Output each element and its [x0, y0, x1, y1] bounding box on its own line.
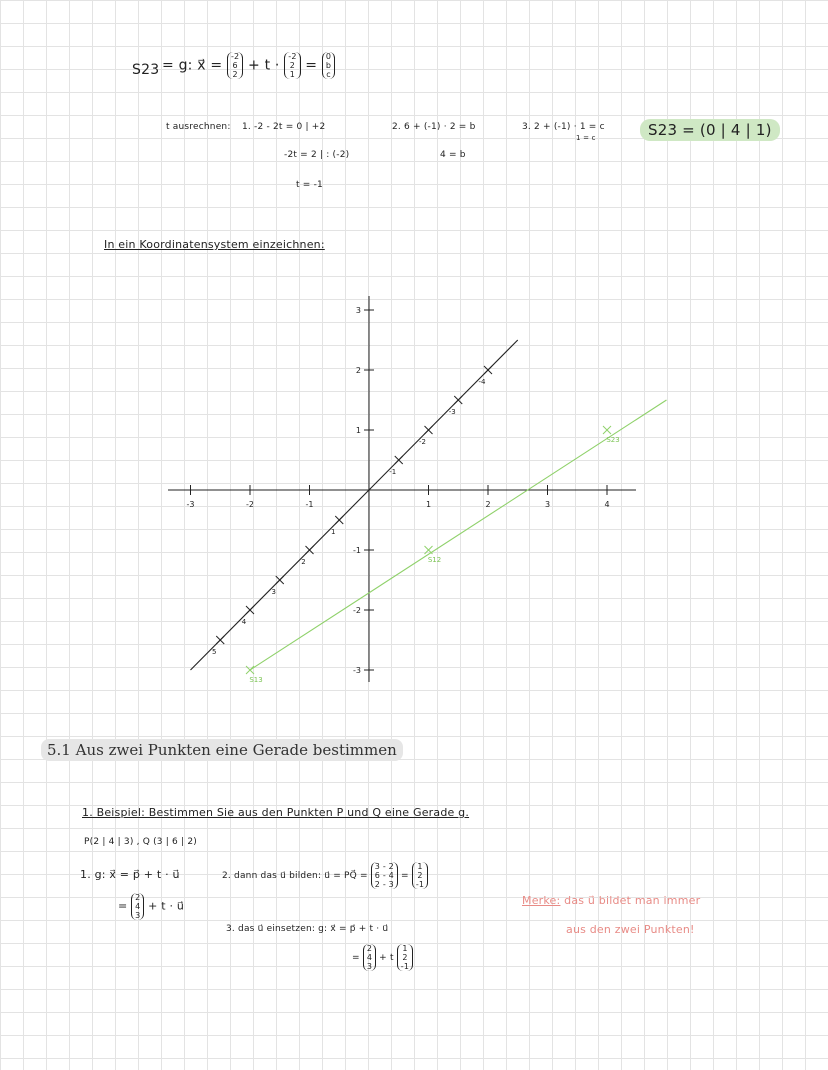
x-tick-label: 1 [425, 500, 432, 509]
fp-2: 4 [366, 953, 373, 962]
vec-b-1: -2 [288, 52, 297, 61]
x-tick-label: -2 [246, 500, 254, 509]
vec-a-2: 6 [232, 61, 238, 70]
vec-b-3: 1 [289, 70, 296, 79]
vec-a-1: -2 [230, 52, 240, 61]
point-label: 3 [271, 588, 276, 596]
y-tick-label: 2 [355, 366, 361, 375]
p-2: 4 [135, 902, 141, 911]
vec-c-2: b [325, 61, 332, 70]
pq-1: 3 - 2 [374, 862, 394, 871]
u-3: -1 [415, 880, 425, 889]
y-tick-label: 1 [355, 426, 361, 435]
t-label: t ausrechnen: [166, 122, 231, 132]
final-p-vector [363, 944, 376, 971]
pq-vector [371, 862, 398, 889]
result-highlight: S23 = (0 | 4 | 1) [640, 119, 780, 141]
step1c: t = -1 [296, 180, 323, 190]
y-tick-label: -3 [353, 666, 361, 675]
note-text-1: das u⃗ bildet man immer [564, 894, 701, 907]
p-3: 3 [135, 911, 141, 920]
y-tick-label: 3 [355, 306, 361, 315]
u-2: 2 [417, 871, 423, 880]
eq-sign-3: = [352, 953, 360, 963]
section-title: 5.1 Aus zwei Punkten eine Gerade bestimmen [41, 739, 403, 761]
vec-a-3: 2 [232, 70, 238, 79]
fu-2: 2 [402, 953, 408, 962]
x-tick-label: 2 [485, 500, 491, 509]
coord-heading: In ein Koordinatensystem einzeichnen: [104, 238, 325, 251]
example-step1: 1. g: x⃗ = p⃗ + t · u⃗ [80, 868, 180, 881]
step3: 3. 2 + (-1) · 1 = c [522, 122, 605, 132]
step2: 2. 6 + (-1) · 2 = b [392, 122, 476, 132]
point-label: -1 [389, 468, 397, 476]
example-title [82, 806, 469, 819]
point-label: 4 [241, 618, 247, 626]
step2-text: 2. dann das u⃗ bilden: u⃗ = PQ⃗ = [222, 871, 368, 881]
point-label: 2 [301, 558, 306, 566]
point-label: -3 [448, 408, 456, 416]
plus-t-2: + t [379, 953, 394, 963]
fp-3: 3 [366, 962, 373, 971]
vec-b-2: 2 [289, 61, 296, 70]
p-vector [131, 893, 144, 920]
s23-label: S23 [132, 62, 160, 78]
point-label: 5 [212, 648, 217, 656]
fu-3: -1 [400, 962, 410, 971]
y-tick-label: -1 [353, 546, 361, 555]
series-line [191, 340, 518, 670]
point-label: -4 [478, 378, 486, 386]
step1b-tail: + t · u⃗ [148, 899, 185, 913]
final-u-vector [397, 944, 413, 971]
pq-2: 6 - 4 [374, 871, 394, 880]
example-step1b [118, 893, 184, 920]
vec-c-1: 0 [325, 52, 332, 61]
y-tick-label: -2 [353, 606, 361, 615]
x-tick-label: -1 [305, 500, 314, 509]
point-label: 1 [331, 528, 336, 536]
plus-t: + t · [248, 57, 280, 74]
fp-1: 2 [366, 944, 373, 953]
step3b: 1 = c [576, 134, 596, 142]
step1: 1. -2 - 2t = 0 | +2 [242, 122, 326, 132]
example-step2 [222, 862, 428, 889]
note-line1 [522, 894, 700, 907]
point-label: -2 [419, 438, 426, 446]
point-label: S13 [249, 676, 263, 684]
equals-sign: = [305, 57, 318, 74]
note-line2: aus den zwei Punkten! [566, 923, 695, 936]
eq-sign-2: = [401, 871, 409, 881]
x-tick-label: -3 [186, 500, 195, 509]
u-vector [412, 862, 428, 889]
example-points: P(2 | 4 | 3) , Q (3 | 6 | 2) [84, 837, 197, 847]
step2b: 4 = b [440, 150, 466, 160]
point-label: S12 [427, 556, 442, 564]
example-step3: 3. das u⃗ einsetzen: g: x⃗ = p⃗ + t · u⃗ [226, 924, 389, 934]
series-line [250, 400, 667, 670]
note-head: Merke: [522, 894, 561, 907]
pq-3: 2 - 3 [374, 880, 394, 889]
vec-c-3: c [326, 70, 331, 79]
example-step3-result [352, 944, 413, 971]
eq-sign: = [118, 899, 128, 913]
fu-1: 1 [402, 944, 408, 953]
p-1: 2 [135, 893, 141, 902]
u-1: 1 [417, 862, 423, 871]
point-label: S23 [606, 436, 620, 444]
eq-main: = g: x⃗ = [162, 57, 223, 74]
step1b: -2t = 2 | : (-2) [284, 150, 350, 160]
example-title-text: 1. Beispiel: Bestimmen Sie aus den Punkten P und Q eine Gerade g. [82, 806, 470, 819]
x-tick-label: 4 [604, 500, 610, 509]
x-tick-label: 3 [544, 500, 551, 509]
